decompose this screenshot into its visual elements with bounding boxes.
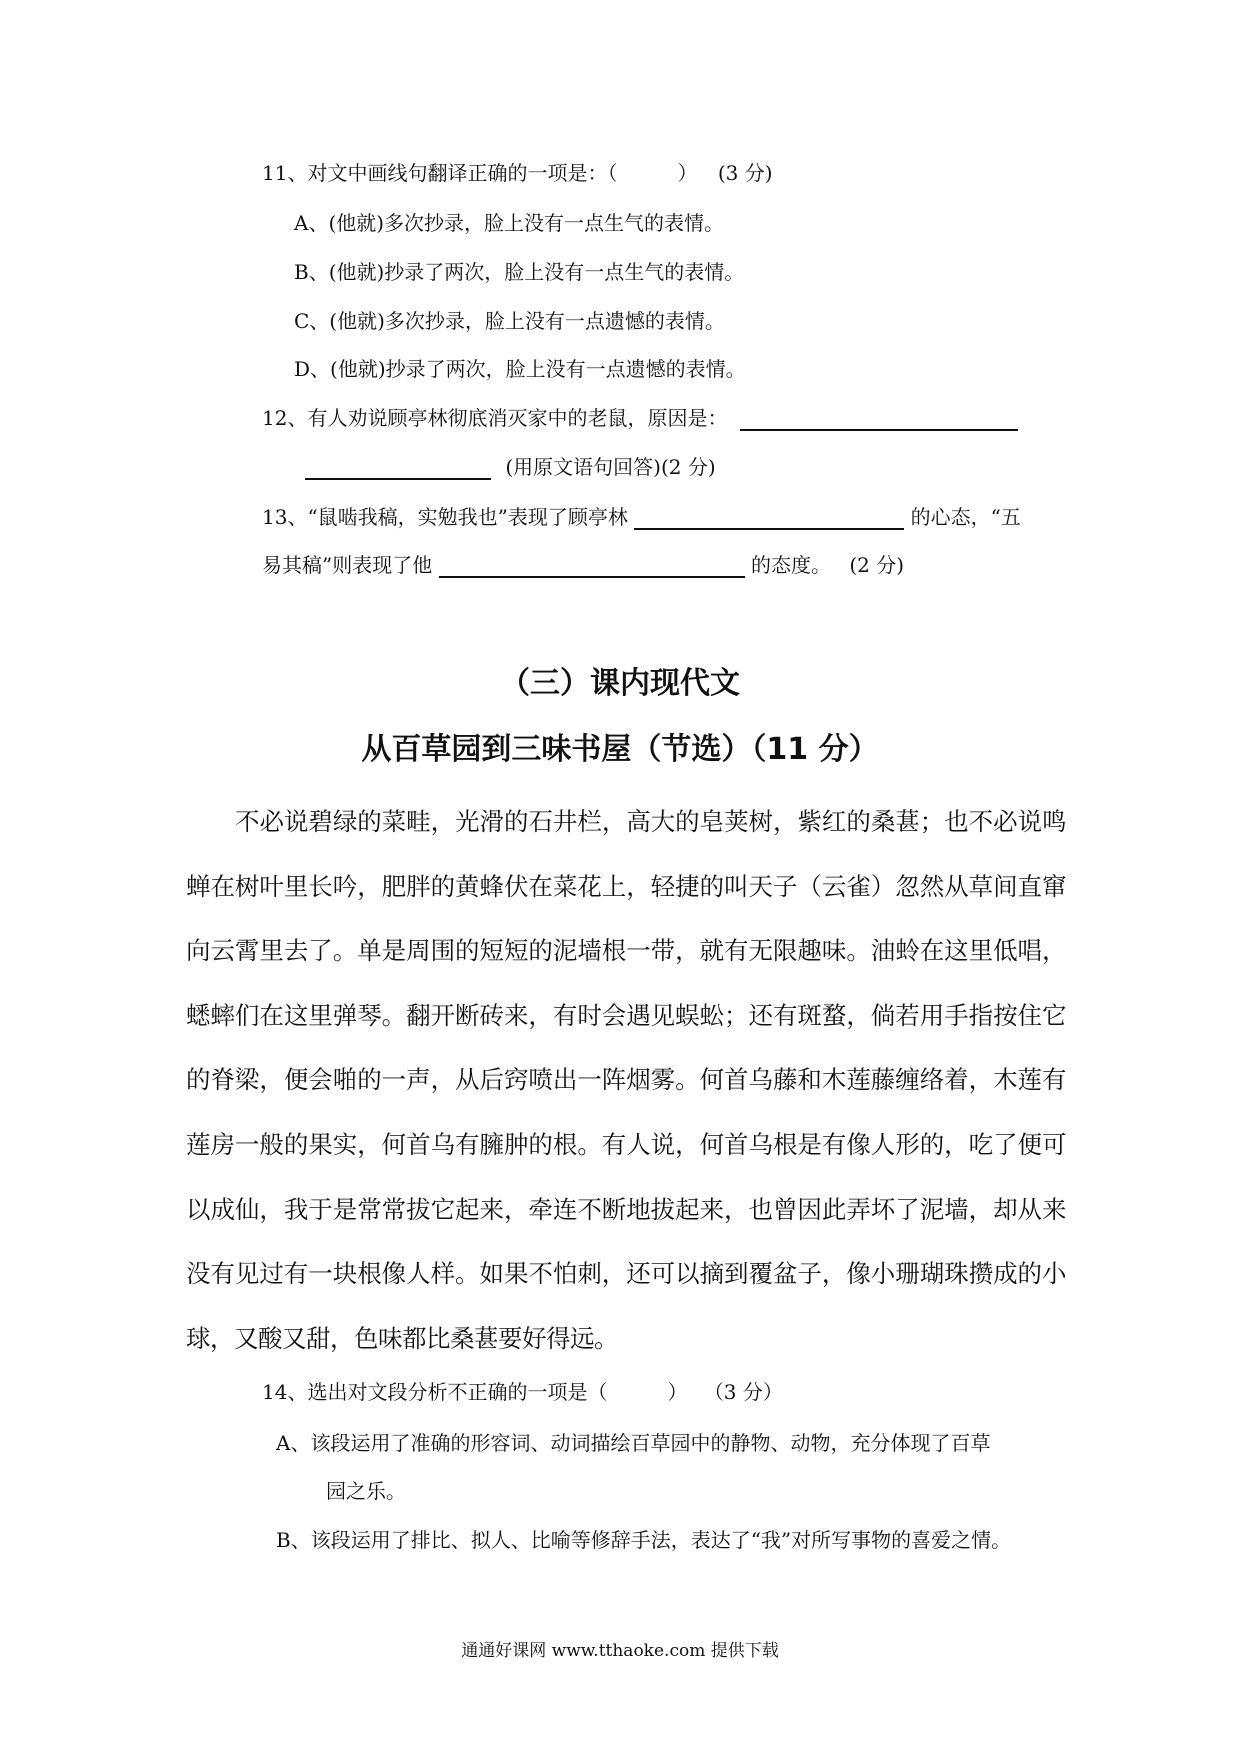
passage-title: 从百草园到三味书屋（节选）（11 分） <box>361 732 879 767</box>
question-13-part2: 的心态，“五 <box>910 505 1021 529</box>
question-12-note: (用原文语句回答)(2 分) <box>505 455 716 479</box>
question-13-part3: 易其稿”则表现了他 <box>262 553 433 577</box>
page-footer: 通通好课网 www.tthaoke.com 提供下载 <box>461 1641 779 1661</box>
answer-blank-12a[interactable] <box>740 409 1018 431</box>
question-13-line2 <box>262 552 904 578</box>
question-13-part1: 13、“鼠啮我稿，实勉我也”表现了顾亭林 <box>262 505 628 529</box>
question-14-option-a: A、该段运用了准确的形容词、动词描绘百草园中的静物、动物，充分体现了百草 <box>276 1431 991 1455</box>
question-11-stem: 11、对文中画线句翻译正确的一项是：（ ） <box>262 161 698 185</box>
question-14-option-a-cont: 园之乐。 <box>326 1479 406 1503</box>
question-12-stem: 12、有人劝说顾亭林彻底消灭家中的老鼠，原因是： <box>262 406 728 430</box>
section-heading: （三）课内现代文 <box>500 666 740 701</box>
question-14-option-b: B、该段运用了排比、拟人、比喻等修辞手法，表达了“我”对所写事物的喜爱之情。 <box>276 1528 1012 1552</box>
question-14-stem: 14、选出对文段分析不正确的一项是（ ） <box>262 1380 688 1404</box>
question-12-line2 <box>305 454 716 480</box>
question-12 <box>262 405 1018 431</box>
passage-text: 不必说碧绿的菜畦，光滑的石井栏，高大的皂荚树，紫红的桑葚；也不必说鸣蝉在树叶里长吟，肥胖的黄蜂伏在菜花上，轻捷的叫天子（云雀）忽然从草间直窜向云霄里去了。单是周围的短短的泥墙根一带，就有无限趣味。油蛉在这里低唱，蟋蟀们在这里弹琴。翻开断砖来，有时会遇见蜈蚣；还有斑蝥，倘若用手指按住它的脊梁，便会啪的一声，从后窍喷出一阵烟雾。何首乌藤和木莲藤缠络着，木莲有莲房一般的果实，何首乌有臃肿的根。有人说，何首乌根是有像人形的，吃了便可以成仙，我于是常常拔它起来，牵连不断地拔起来，也曾因此弄坏了泥墙，却从来没有见过有一块根像人样。如果不怕刺，还可以摘到覆盆子，像小珊瑚珠攒成的小球，又酸又甜，色味都比桑葚要好得远。 <box>186 807 1066 1353</box>
question-11 <box>262 160 773 186</box>
question-11-option-d: D、(他就)抄录了两次，脸上没有一点遗憾的表情。 <box>294 357 746 381</box>
question-11-option-b: B、(他就)抄录了两次，脸上没有一点生气的表情。 <box>294 260 745 284</box>
question-13-score: (2 分) <box>849 553 904 577</box>
answer-blank-12b[interactable] <box>305 458 491 480</box>
question-11-option-a: A、(他就)多次抄录，脸上没有一点生气的表情。 <box>294 211 725 235</box>
answer-blank-13a[interactable] <box>634 508 904 530</box>
question-14-score: （3 分） <box>703 1380 783 1404</box>
answer-blank-13b[interactable] <box>439 556 745 578</box>
question-11-score: (3 分) <box>717 161 773 185</box>
question-11-option-c: C、(他就)多次抄录，脸上没有一点遗憾的表情。 <box>294 309 725 333</box>
question-13-line1 <box>262 504 1021 530</box>
question-14 <box>262 1379 783 1405</box>
question-13-part4: 的态度。 <box>750 553 831 577</box>
